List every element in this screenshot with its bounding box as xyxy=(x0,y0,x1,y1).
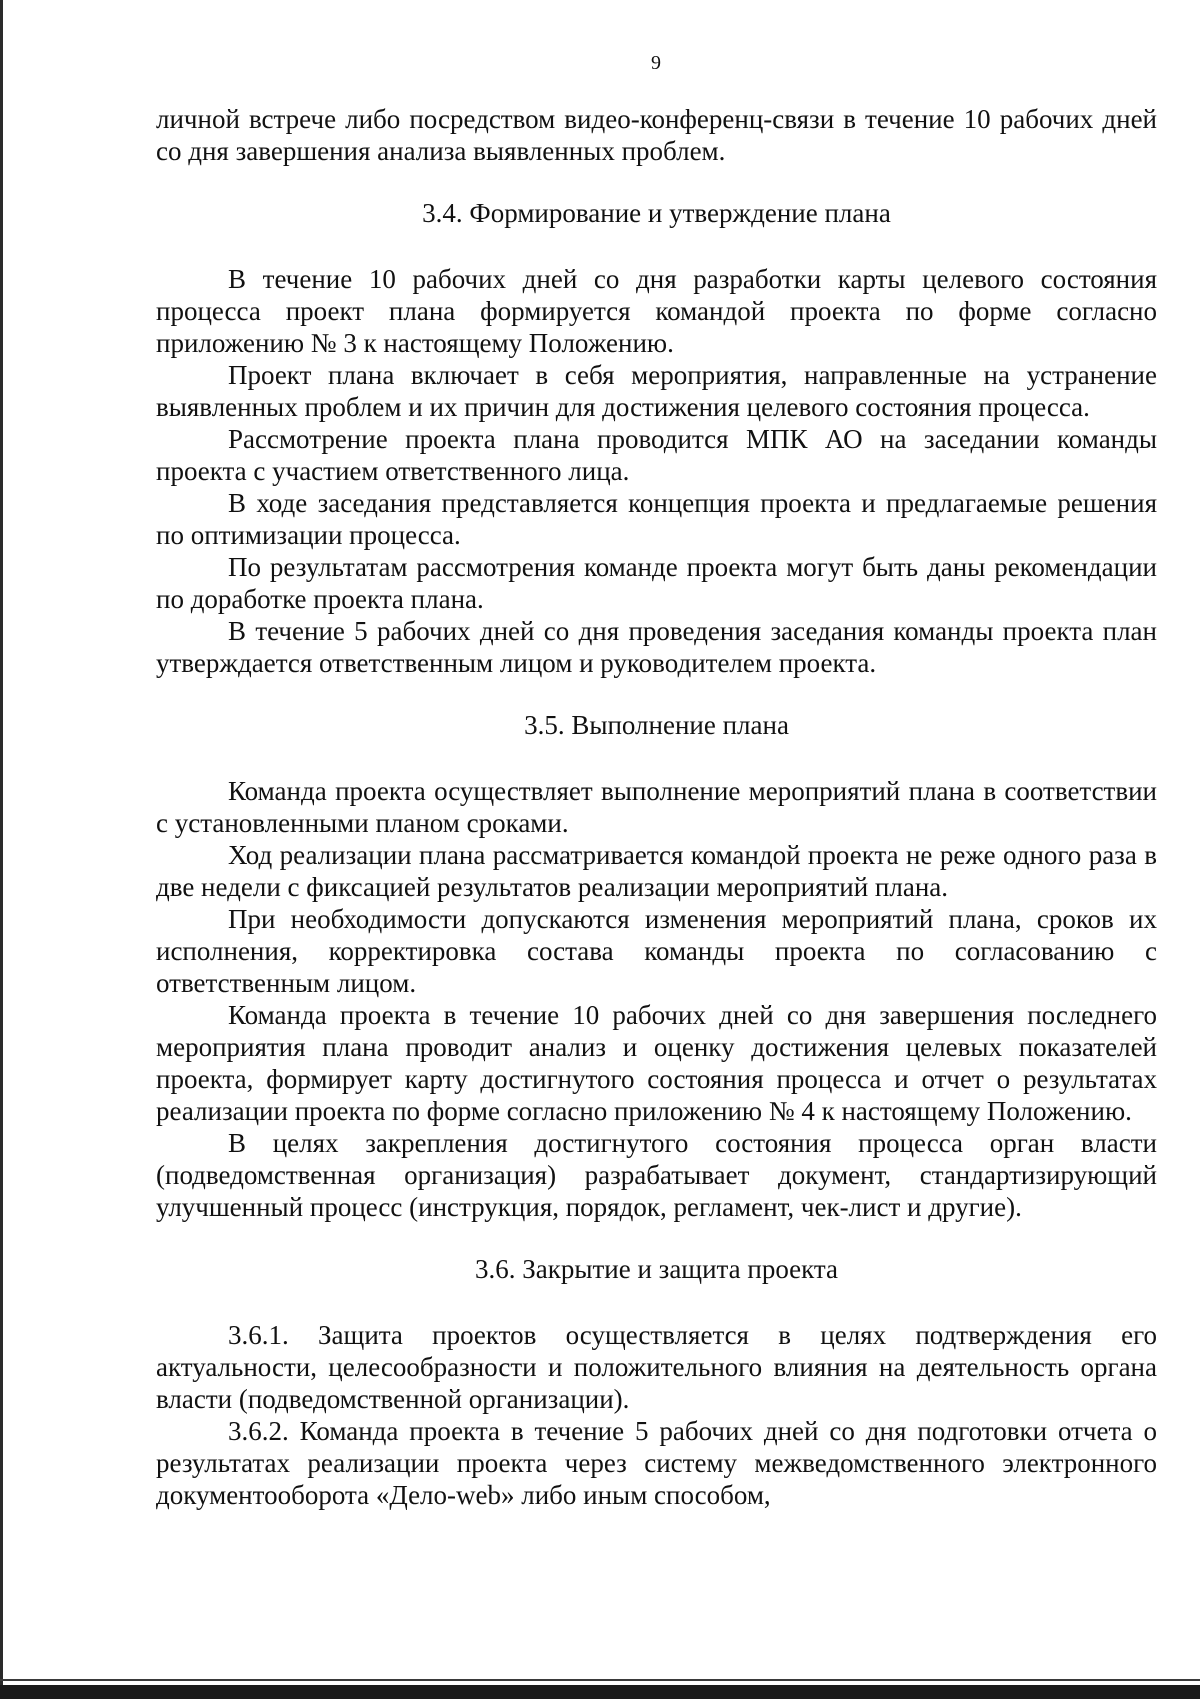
paragraph-continuation: личной встрече либо посредством видео-конференц-связи в течение 10 рабочих дней со дня завершения анализа выявленных проблем. xyxy=(156,104,1157,166)
paragraph: При необходимости допускаются изменения мероприятий плана, сроков их исполнения, корректировка состава команды проекта по согласованию с ответственным лицом. xyxy=(156,904,1157,998)
paragraph: 3.6.1. Защита проектов осуществляется в целях подтверждения его актуальности, целесообразности и положительного влияния на деятельность органа власти (подведомственной организации). xyxy=(156,1320,1157,1414)
document-body xyxy=(156,103,1157,1511)
section-heading-3-6: 3.6. Закрытие и защита проекта xyxy=(474,1254,839,1284)
paragraph: В целях закрепления достигнутого состояния процесса орган власти (подведомственная организация) разрабатывает документ, стандартизирующий улучшенный процесс (инструкция, порядок, регламент, чек-лист и другие). xyxy=(156,1128,1157,1222)
paragraph: По результатам рассмотрения команде проекта могут быть даны рекомендации по доработке проекта плана. xyxy=(156,552,1157,614)
scan-bottom-edge xyxy=(0,1685,1200,1699)
page-number: 9 xyxy=(651,52,661,74)
paragraph: В ходе заседания представляется концепция проекта и предлагаемые решения по оптимизации процесса. xyxy=(156,488,1157,550)
paragraph: Ход реализации плана рассматривается командой проекта не реже одного раза в две недели с фиксацией результатов реализации мероприятий плана. xyxy=(156,840,1157,902)
paragraph: В течение 10 рабочих дней со дня разработки карты целевого состояния процесса проект плана формируется командой проекта по форме согласно приложению № 3 к настоящему Положению. xyxy=(156,264,1157,358)
scan-left-edge xyxy=(0,0,3,1699)
paragraph: Проект плана включает в себя мероприятия, направленные на устранение выявленных проблем и их причин для достижения целевого состояния процесса. xyxy=(156,360,1157,422)
paragraph: Рассмотрение проекта плана проводится МПК АО на заседании команды проекта с участием ответственного лица. xyxy=(156,424,1157,486)
paragraph: Команда проекта осуществляет выполнение мероприятий плана в соответствии с установленными планом сроками. xyxy=(156,776,1157,838)
scan-bottom-line xyxy=(0,1679,1200,1681)
paragraph: 3.6.2. Команда проекта в течение 5 рабочих дней со дня подготовки отчета о результатах реализации проекта через систему межведомственного электронного документооборота «Дело-web» либо иным способом, xyxy=(156,1416,1157,1510)
paragraph: Команда проекта в течение 10 рабочих дней со дня завершения последнего мероприятия плана проводит анализ и оценку достижения целевых показателей проекта, формирует карту достигнутого состояния процесса и отчет о результатах реализации проекта по форме согласно приложению № 4 к настоящему Положению. xyxy=(156,1000,1157,1126)
section-heading-3-4: 3.4. Формирование и утверждение плана xyxy=(422,198,891,228)
paragraph: В течение 5 рабочих дней со дня проведения заседания команды проекта план утверждается ответственным лицом и руководителем проекта. xyxy=(156,616,1157,678)
section-heading-3-5: 3.5. Выполнение плана xyxy=(524,710,789,740)
